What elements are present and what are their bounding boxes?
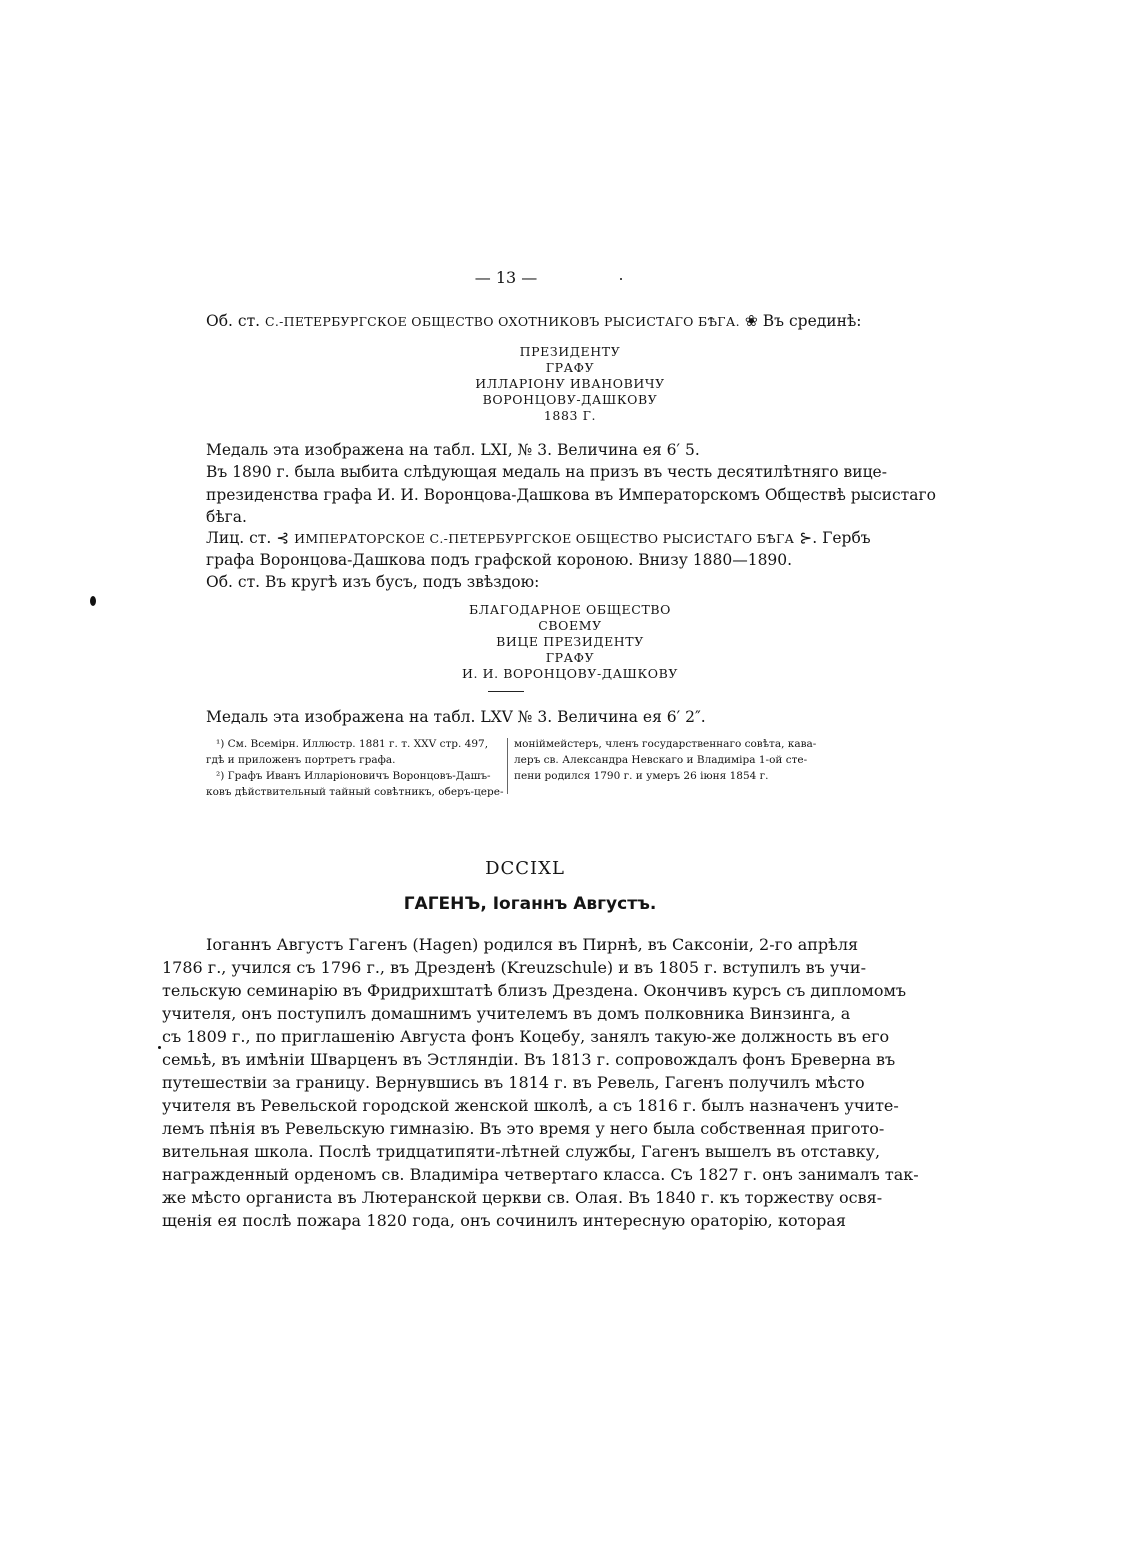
footnote-divider xyxy=(507,738,508,794)
footnote-left-line: ²) Графъ Иванъ Илларіоновичъ Воронцовъ-Дашъ- xyxy=(216,770,491,782)
biography-line: щенія ея послѣ пожара 1820 года, онъ сочинилъ интересную ораторію, которая xyxy=(162,1211,846,1230)
biography-line: 1786 г., учился съ 1796 г., въ Дрезденѣ (Kreuzschule) и въ 1805 г. вступилъ въ учи- xyxy=(162,958,866,977)
biography-line: учителя, онъ поступилъ домашнимъ учителемъ въ домъ полковника Винзинга, а xyxy=(162,1004,851,1023)
reverse-middle: Въ срединѣ: xyxy=(762,312,862,330)
inscription-rule xyxy=(488,691,524,692)
paragraph-1890-line: Въ 1890 г. была выбита слѣдующая медаль на призъ въ честь десятилѣтняго вице- xyxy=(206,463,887,481)
page-number: — 13 — xyxy=(474,268,538,287)
obverse-line xyxy=(206,527,871,550)
ornament-icon: ❀ xyxy=(744,312,758,330)
reverse-intro: Об. ст. xyxy=(206,312,261,330)
scan-speck xyxy=(158,1046,161,1049)
inscription-line: 1883 Г. xyxy=(543,408,597,423)
medal1-reverse-line xyxy=(206,310,862,333)
footnote-left-line: гдѣ и приложенъ портретъ графа. xyxy=(206,754,396,766)
inscription-line: ВИЦЕ ПРЕЗИДЕНТУ xyxy=(496,634,644,649)
obverse-intro: Лиц. ст. xyxy=(206,529,272,547)
biography-line: съ 1809 г., по приглашенію Августа фонъ Коцебу, занялъ такую-же должность въ его xyxy=(162,1027,890,1046)
biography-line: вительная школа. Послѣ тридцатипяти-лѣтней службы, Гагенъ вышелъ въ отставку, xyxy=(162,1142,881,1161)
obverse-line-2: графа Воронцова-Дашкова подъ графской короною. Внизу 1880—1890. xyxy=(206,551,793,569)
biography-line: же мѣсто органиста въ Лютеранской церкви св. Олая. Въ 1840 г. къ торжеству освя- xyxy=(162,1188,883,1207)
bracket-open: ⊰ xyxy=(276,529,290,547)
society-name: С.-ПЕТЕРБУРГСКОЕ ОБЩЕСТВО ОХОТНИКОВЪ РЫСИСТАГО БѢГА. xyxy=(265,314,740,329)
inscription-line: ВОРОНЦОВУ-ДАШКОВУ xyxy=(482,392,658,407)
section-title: ГАГЕНЪ, Іоганнъ Августъ. xyxy=(403,894,657,914)
medal2-inscription xyxy=(300,602,840,682)
paragraph-1890-line: президенства графа И. И. Воронцова-Дашкова въ Императорскомъ Обществѣ рысистаго xyxy=(206,486,936,504)
inscription-line: И. И. ВОРОНЦОВУ-ДАШКОВУ xyxy=(461,666,679,681)
paragraph-1890-line: бѣга. xyxy=(206,508,247,526)
medal2-table-note: Медаль эта изображена на табл. LXV № 3. Величина ея 6′ 2″. xyxy=(206,708,706,726)
footnote-left-line: ковъ дѣйствительный тайный совѣтникъ, оберъ-цере- xyxy=(206,786,504,798)
biography-line: путешествіи за границу. Вернувшись въ 1814 г. въ Ревель, Гагенъ получилъ мѣсто xyxy=(162,1073,865,1092)
biography-line: семьѣ, въ имѣніи Шварценъ въ Эстляндіи. Въ 1813 г. сопровождалъ фонъ Бреверна въ xyxy=(162,1050,896,1069)
medal1-table-note: Медаль эта изображена на табл. LXI, № 3. Величина ея 6′ 5. xyxy=(206,441,700,459)
bracket-close: ⊱. xyxy=(799,529,818,547)
biography-line: лемъ пѣнія въ Ревельскую гимназію. Въ это время у него была собственная пригото- xyxy=(162,1119,885,1138)
inscription-line: ГРАФУ xyxy=(545,650,595,665)
medal1-inscription xyxy=(300,344,840,424)
inscription-line: ГРАФУ xyxy=(545,360,595,375)
section-number: DCCIXL xyxy=(485,858,565,879)
footnote-right-line: леръ св. Александра Невскаго и Владиміра 1-ой сте- xyxy=(514,754,808,766)
obverse-society: ИМПЕРАТОРСКОЕ С.-ПЕТЕРБУРГСКОЕ ОБЩЕСТВО РЫСИСТАГО БѢГА xyxy=(294,531,795,546)
scan-speck xyxy=(90,596,96,606)
footnote-left-line: ¹) См. Всемірн. Иллюстр. 1881 г. т. XXV стр. 497, xyxy=(216,738,489,750)
biography-line: учителя въ Ревельской городской женской школѣ, а съ 1816 г. былъ назначенъ учите- xyxy=(162,1096,899,1115)
footnote-right-line: пени родился 1790 г. и умеръ 26 іюня 1854 г. xyxy=(514,770,769,782)
inscription-line: СВОЕМУ xyxy=(538,618,602,633)
footnote-right-line: моніймейстеръ, членъ государственнаго совѣта, кава- xyxy=(514,738,817,750)
biography-line: Іоганнъ Августъ Гагенъ (Hagen) родился въ Пирнѣ, въ Саксоніи, 2-го апрѣля xyxy=(206,935,859,954)
reverse2-line: Об. ст. Въ кругѣ изъ бусъ, подъ звѣздою: xyxy=(206,573,540,591)
biography-line: тельскую семинарію въ Фридрихштатѣ близъ Дрездена. Окончивъ курсъ съ дипломомъ xyxy=(162,981,907,1000)
scan-speck xyxy=(620,278,622,280)
biography-line: награжденный орденомъ св. Владиміра четвертаго класса. Съ 1827 г. онъ занималъ так- xyxy=(162,1165,919,1184)
inscription-line: ИЛЛАРІОНУ ИВАНОВИЧУ xyxy=(475,376,665,391)
inscription-line: ПРЕЗИДЕНТУ xyxy=(519,344,621,359)
inscription-line: БЛАГОДАРНОЕ ОБЩЕСТВО xyxy=(468,602,672,617)
obverse-after: Гербъ xyxy=(822,529,871,547)
